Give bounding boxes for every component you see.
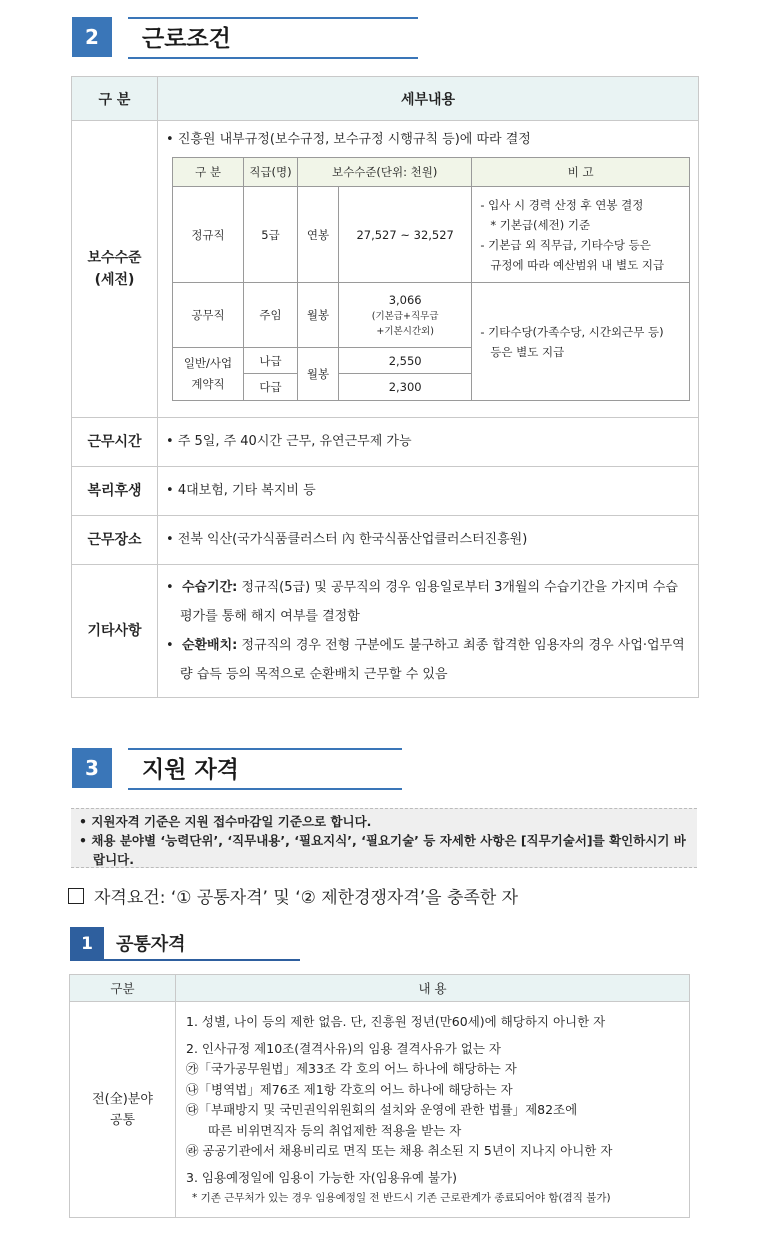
other-note-1: - 기타수당(가족수당, 시간외근무 등) [480, 324, 664, 339]
location-text: • 전북 익산(국가식품클러스터 內 한국식품산업클러스터진흥원) [166, 532, 527, 547]
welfare-detail [158, 467, 699, 516]
q-line-2c-cont: 따른 비위면직자 등의 취업제한 적용을 받는 자 [208, 1122, 462, 1138]
public-pay-kind: 월봉 [298, 283, 339, 348]
common-qualification-rule [104, 959, 300, 961]
public-amount: 3,066 [388, 293, 422, 307]
salary-detail [158, 121, 699, 418]
common-qualification-title: 공통자격 [116, 934, 186, 955]
section-2-header [72, 17, 418, 59]
qualification-notice [71, 808, 697, 868]
notice-text-2: 채용 분야별 ‘능력단위’, ‘직무내용’, ‘필요지식’, ‘필요기술’ 등 자세한 사항은 [직무기술서]를 확인하시기 바랍니다. [91, 833, 686, 867]
q-line-1: 1. 성별, 나이 등의 제한 없음. 단, 진흥원 정년(만60세)에 해당하지 아니한 자 [186, 1014, 606, 1030]
other-note-2: 등은 별도 지급 [490, 344, 565, 359]
salary-intro: • 진흥원 내부규정(보수규정, 보수규정 시행규칙 등)에 따라 결정 [166, 131, 690, 149]
etc-label-probation: 수습기간: [181, 580, 238, 595]
q-detail [176, 1002, 690, 1218]
section-3-number: 3 [72, 748, 112, 788]
section-3-title: 지원 자격 [142, 756, 239, 783]
inner-header-grade: 직급(명) [244, 158, 298, 187]
public-amount-note: (기본급+직무급 +기본시간외) [371, 311, 439, 337]
contract-amount-2: 2,300 [339, 374, 472, 401]
public-type: 공무직 [173, 283, 244, 348]
inner-header-pay: 보수수준(단위: 천원) [298, 158, 472, 187]
regular-type: 정규직 [173, 187, 244, 283]
etc-detail [158, 565, 699, 698]
checkbox-icon [68, 888, 84, 904]
q-header-detail: 내 용 [176, 975, 690, 1002]
contract-grade-1: 나급 [244, 348, 298, 374]
notice-text-1: 지원자격 기준은 지원 접수마감일 기준으로 합니다. [91, 814, 372, 829]
notice-line-2: • 채용 분야별 ‘능력단위’, ‘직무내용’, ‘필요지식’, ‘필요기술’ 등 자세한 사항은 [직무기술서]를 확인하시기 바랍니다. [79, 833, 686, 867]
contract-grade-2: 다급 [244, 374, 298, 401]
section-2-title: 근로조건 [142, 25, 231, 52]
regular-grade: 5급 [244, 187, 298, 283]
salary-category: 보수수준 (세전) [72, 121, 158, 418]
header-detail: 세부내용 [158, 77, 699, 121]
regular-note [472, 187, 690, 283]
q-line-3: 3. 임용예정일에 임용이 가능한 자(임용유예 불가) [186, 1169, 457, 1185]
q-line-2: 2. 인사규정 제10조(결격사유)의 임용 결격사유가 없는 자 [186, 1040, 502, 1056]
other-allowance-note [472, 283, 690, 401]
etc-item-probation: • 수습기간: 정규직(5급) 및 공무직의 경우 임용일로부터 3개월의 수습기간을 가지며 수습평가를 통해 해지 여부를 결정함 [166, 580, 678, 624]
working-conditions-table [71, 76, 699, 698]
regular-note-4: 규정에 따라 예산범위 내 별도 지급 [490, 257, 665, 272]
section-2-bottom-rule [128, 57, 418, 59]
q-line-2c: ㉰「부패방지 및 국민권익위원회의 설치와 운영에 관한 법률」제82조에 [186, 1102, 578, 1118]
q-line-3-note: * 기존 근무처가 있는 경우 임용예정일 전 반드시 기존 근로관계가 종료되어야 함(겸직 불가) [192, 1192, 611, 1205]
inner-header-type: 구 분 [173, 158, 244, 187]
inner-header-note: 비 고 [472, 158, 690, 187]
etc-text-probation: 정규직(5급) 및 공무직의 경우 임용일로부터 3개월의 수습기간을 가지며 수습평가를 통해 해지 여부를 결정함 [180, 580, 678, 624]
section-3-top-rule [128, 748, 402, 750]
requirement-text: 자격요건: ‘① 공통자격’ 및 ‘② 제한경쟁자격’을 충족한 자 [94, 888, 519, 908]
salary-inner-table [172, 157, 690, 401]
common-qualification-table [69, 974, 690, 1218]
common-qualification-header [70, 927, 300, 961]
q-header-category: 구분 [70, 975, 176, 1002]
contract-amount-1: 2,550 [339, 348, 472, 374]
regular-note-3: - 기본급 외 직무급, 기타수당 등은 [480, 237, 651, 252]
hours-category: 근무시간 [72, 418, 158, 467]
notice-line-1: • 지원자격 기준은 지원 접수마감일 기준으로 합니다. [79, 814, 372, 829]
q-category: 전(全)분야 공통 [70, 1002, 176, 1218]
q-line-2a: ㉮「국가공무원법」제33조 각 호의 어느 하나에 해당하는 자 [186, 1061, 517, 1077]
etc-label-rotation: 순환배치: [181, 638, 238, 653]
contract-type: 일반/사업 계약직 [173, 348, 244, 401]
location-detail [158, 516, 699, 565]
section-3-header [72, 748, 402, 790]
common-qualification-number: 1 [70, 927, 104, 961]
regular-pay-kind: 연봉 [298, 187, 339, 283]
header-category: 구 분 [72, 77, 158, 121]
section-3-bottom-rule [128, 788, 402, 790]
etc-item-rotation: • 순환배치: 정규직의 경우 전형 구분에도 불구하고 최종 합격한 임용자의 경우 사업·업무역량 습득 등의 목적으로 순환배치 근무할 수 있음 [166, 638, 685, 682]
welfare-category: 복리후생 [72, 467, 158, 516]
location-category: 근무장소 [72, 516, 158, 565]
regular-range: 27,527 ~ 32,527 [339, 187, 472, 283]
contract-pay-kind: 월봉 [298, 348, 339, 401]
public-amount-cell [339, 283, 472, 348]
hours-detail [158, 418, 699, 467]
welfare-text: • 4대보험, 기타 복지비 등 [166, 483, 316, 498]
regular-note-1: - 입사 시 경력 산정 후 연봉 결정 [480, 197, 644, 212]
hours-text: • 주 5일, 주 40시간 근무, 유연근무제 가능 [166, 434, 412, 449]
q-line-2d: ㉱ 공공기관에서 채용비리로 면직 또는 채용 취소된 지 5년이 지나지 아니한 자 [186, 1143, 613, 1159]
section-2-top-rule [128, 17, 418, 19]
q-line-2b: ㉯「병역법」제76조 제1항 각호의 어느 하나에 해당하는 자 [186, 1081, 513, 1097]
requirement-line [68, 883, 518, 908]
regular-note-2: * 기본급(세전) 기준 [490, 217, 591, 232]
section-2-number: 2 [72, 17, 112, 57]
etc-text-rotation: 정규직의 경우 전형 구분에도 불구하고 최종 합격한 임용자의 경우 사업·업무역량 습득 등의 목적으로 순환배치 근무할 수 있음 [180, 638, 685, 682]
public-grade: 주임 [244, 283, 298, 348]
etc-category: 기타사항 [72, 565, 158, 698]
